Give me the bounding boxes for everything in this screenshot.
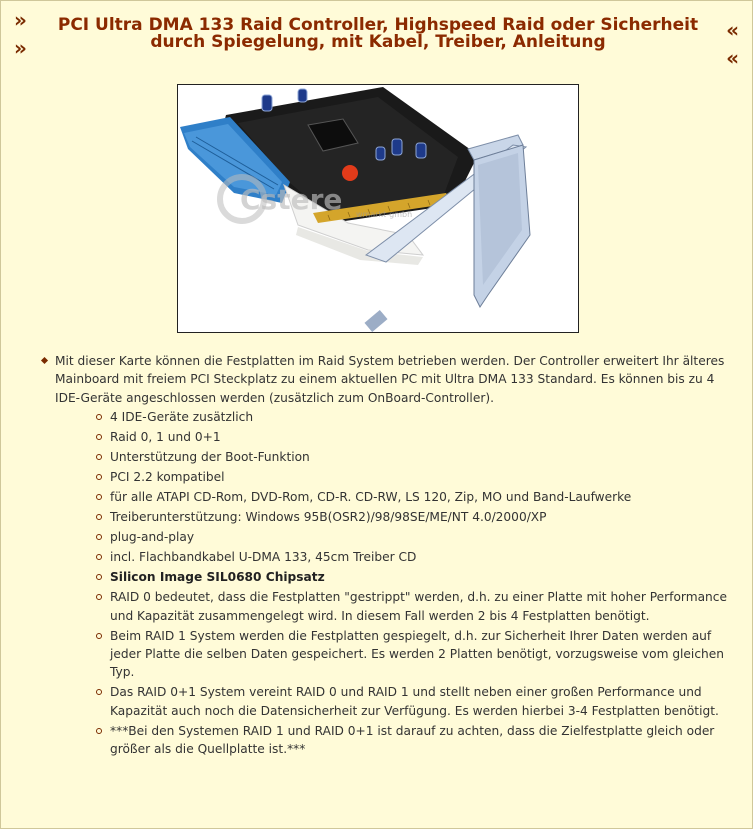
description-intro: Mit dieser Karte können die Festplatten im Raid System betrieben werden. Der Controller erweitert Ihr älteres Mainboard mit freiem PCI Steckplatz zu einem aktuellen PC mit Ultra DMA 133 Standard. Es können bis zu 4 IDE-Geräte angeschlossen werden (zusätzlich zum OnBoard-Controller). (55, 354, 725, 405)
circle-bullet-icon (96, 689, 102, 695)
diamond-bullet-icon (41, 357, 48, 364)
circle-bullet-icon (96, 594, 102, 600)
feature-item: RAID 0 bedeutet, dass die Festplatten "gestrippt" werden, d.h. zu einer Platte mit hoher Performance und Kapazität zusammengelegt wird. In diesem Fall werden 2 bis 4 Festplatten benötigt. (95, 588, 735, 625)
title-line-1: PCI Ultra DMA 133 Raid Controller, Highspeed Raid oder Sicherheit (57, 15, 699, 35)
feature-item-chipset: Silicon Image SIL0680 Chipsatz (95, 568, 735, 586)
product-image (177, 84, 579, 333)
circle-bullet-icon (96, 574, 102, 580)
feature-item: Raid 0, 1 und 0+1 (95, 428, 735, 446)
product-description (40, 352, 735, 760)
feature-item: für alle ATAPI CD-Rom, DVD-Rom, CD-R. CD-RW, LS 120, Zip, MO und Band-Laufwerke (95, 488, 735, 506)
circle-bullet-icon (96, 514, 102, 520)
circle-bullet-icon (96, 633, 102, 639)
watermark-small-text: wmarkt-gmbh (356, 210, 413, 219)
feature-item: incl. Flachbandkabel U-DMA 133, 45cm Treiber CD (95, 548, 735, 566)
quote-left-top-icon: » (14, 8, 27, 32)
circle-bullet-icon (96, 454, 102, 460)
pci-card-image (178, 85, 578, 332)
description-item (40, 352, 735, 759)
quote-right-bottom-icon: « (726, 46, 739, 70)
circle-bullet-icon (96, 728, 102, 734)
circle-bullet-icon (96, 494, 102, 500)
title-bar (0, 10, 753, 70)
feature-item: PCI 2.2 kompatibel (95, 468, 735, 486)
quote-left-bottom-icon: » (14, 36, 27, 60)
feature-item: Unterstützung der Boot-Funktion (95, 448, 735, 466)
feature-list (55, 408, 735, 758)
circle-bullet-icon (96, 474, 102, 480)
quote-right-top-icon: « (726, 18, 739, 42)
feature-item: 4 IDE-Geräte zusätzlich (95, 408, 735, 426)
page-title (38, 17, 718, 51)
feature-item: ***Bei den Systemen RAID 1 und RAID 0+1 ist darauf zu achten, dass die Zielfestplatte gleich oder größer als die Quellplatte ist.*** (95, 722, 735, 759)
feature-item: plug-and-play (95, 528, 735, 546)
circle-bullet-icon (96, 414, 102, 420)
feature-item: Beim RAID 1 System werden die Festplatten gespiegelt, d.h. zur Sicherheit Ihrer Daten werden auf jeder Platte die selben Daten gespeichert. Es werden 2 Platten benötigt, vorzugsweise vom gleichen Typ. (95, 627, 735, 682)
circle-bullet-icon (96, 434, 102, 440)
circle-bullet-icon (96, 554, 102, 560)
circle-bullet-icon (96, 534, 102, 540)
feature-item: Treiberunterstützung: Windows 95B(OSR2)/98/98SE/ME/NT 4.0/2000/XP (95, 508, 735, 526)
title-line-2: durch Spiegelung, mit Kabel, Treiber, Anleitung (150, 32, 606, 52)
watermark-text: Cstere (240, 183, 343, 216)
feature-item: Das RAID 0+1 System vereint RAID 0 und RAID 1 und stellt neben einer großen Performance und Kapazität auch noch die Datensicherheit zur Verfügung. Es werden hierbei 3-4 Festplatten benötigt. (95, 683, 735, 720)
